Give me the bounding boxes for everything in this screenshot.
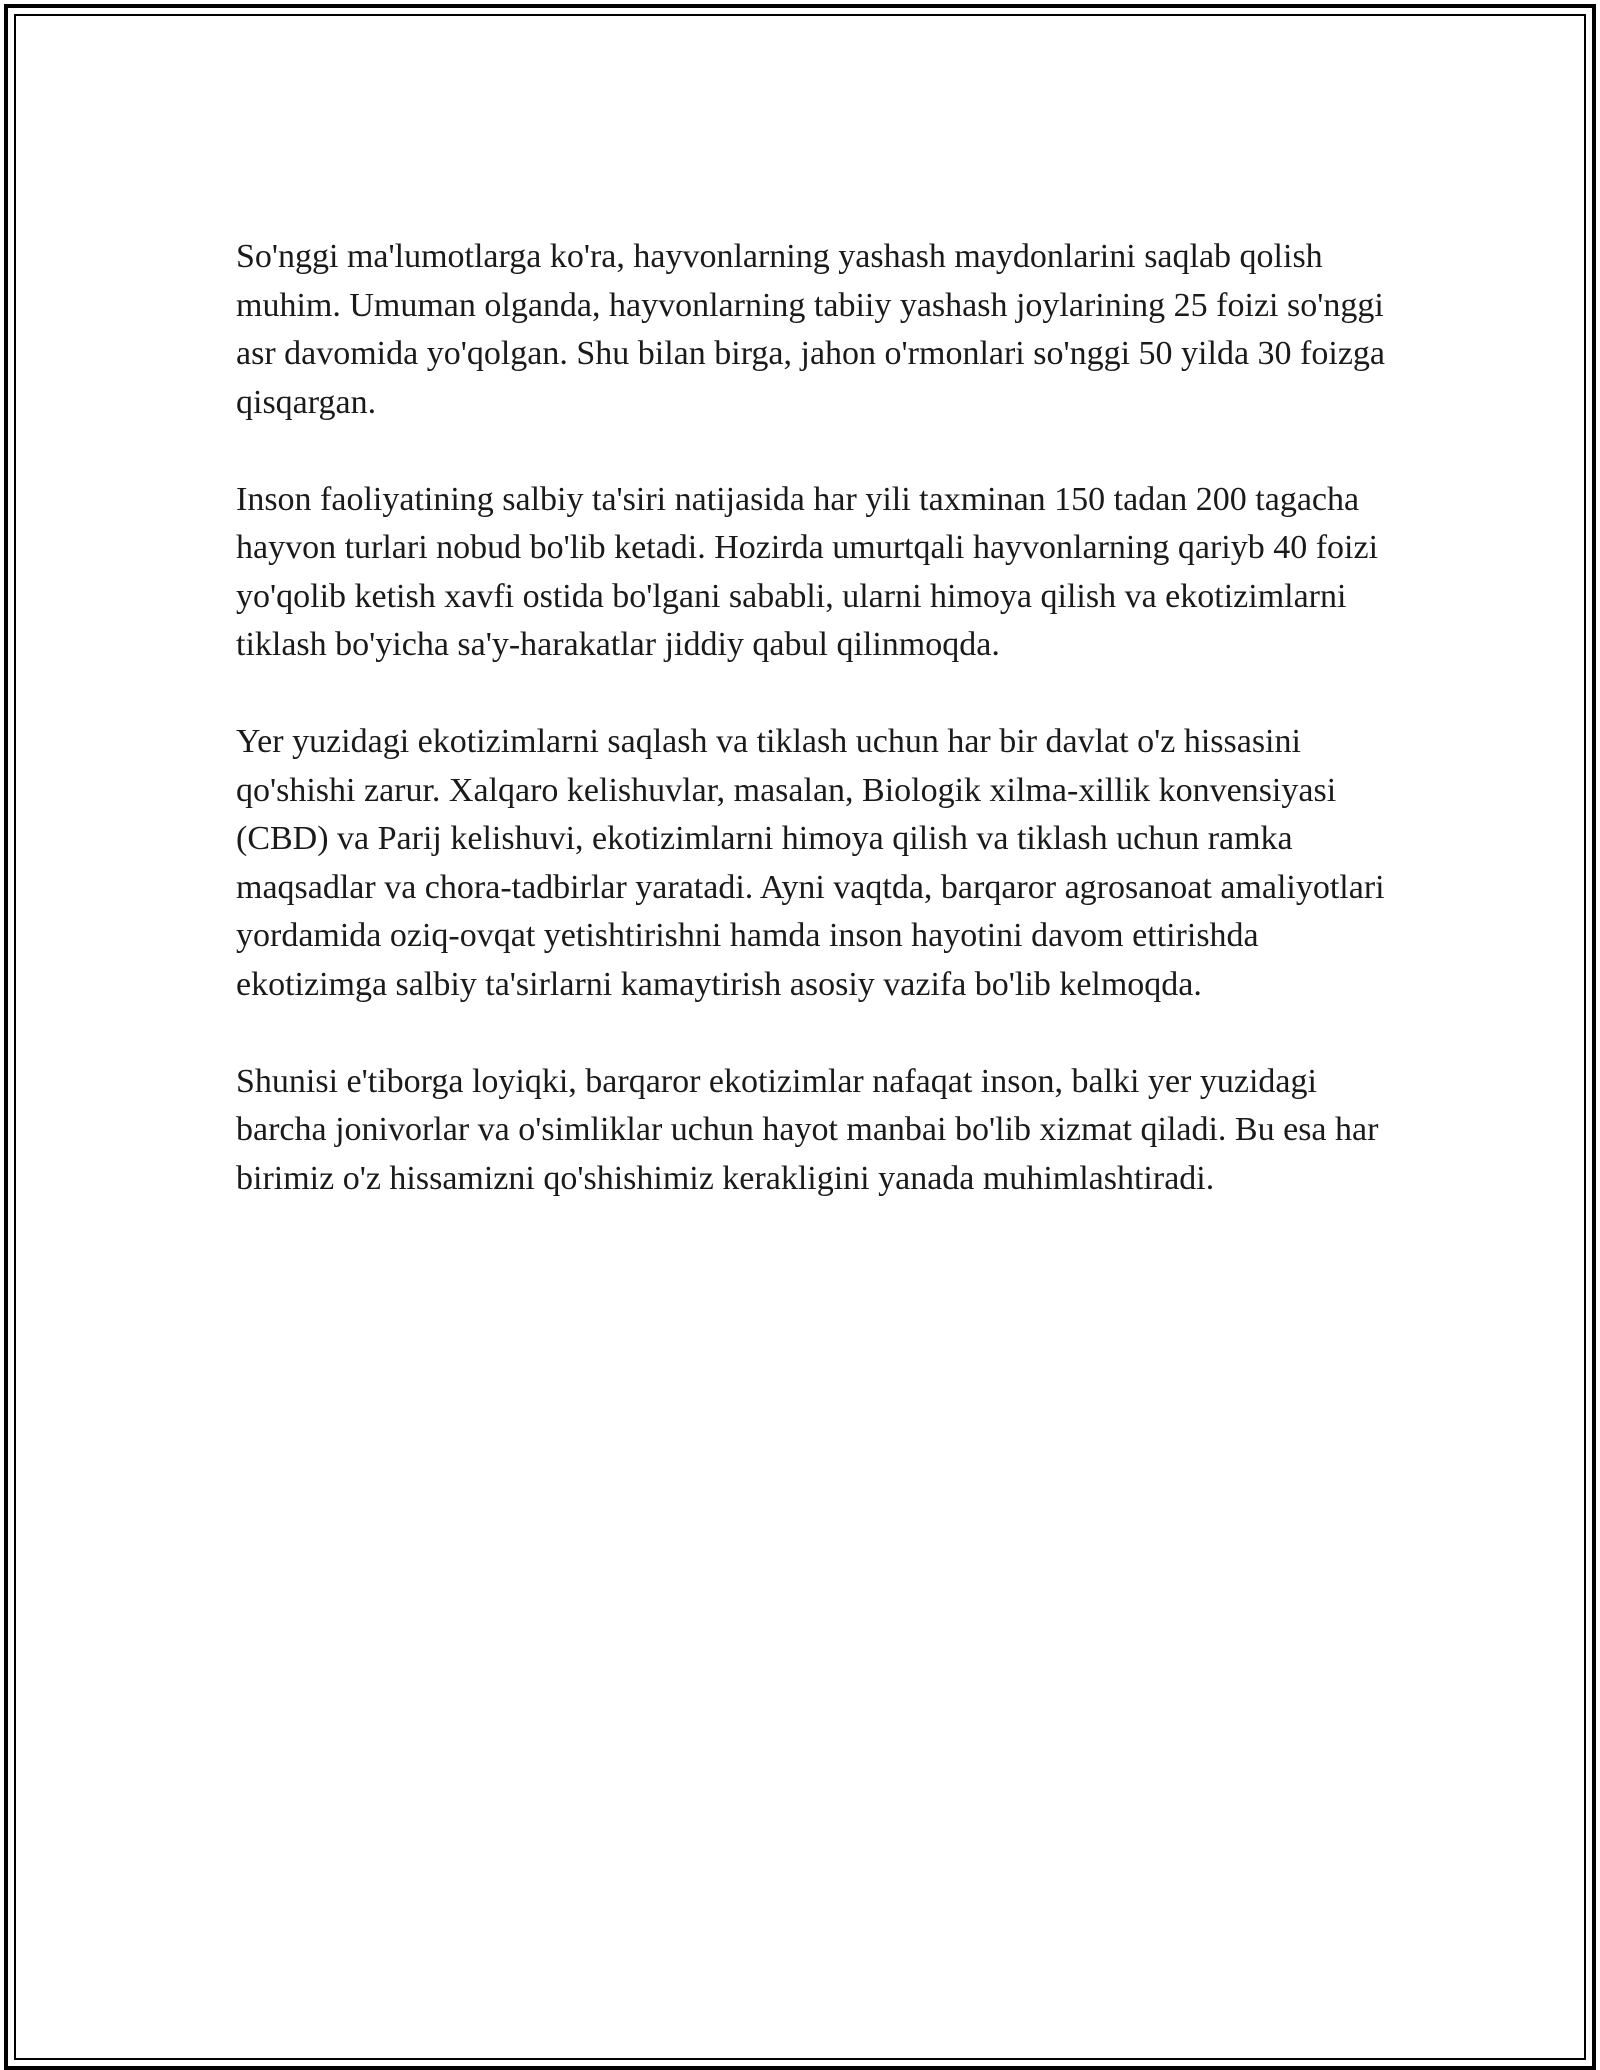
paragraph-4: Shunisi e'tiborga loyiqki, barqaror ekotizimlar nafaqat inson, balki yer yuzidagi barcha jonivorlar va o'simliklar uchun hayot manbai bo'lib xizmat qiladi. Bu esa har birimiz o'z hissamizni qo'shishimiz kerakligini yanada muhimlashtiradi.	[236, 1062, 1379, 1197]
paragraph-1: So'nggi ma'lumotlarga ko'ra, hayvonlarning yashash maydonlarini saqlab qolish muhim. Umuman olganda, hayvonlarning tabiiy yashash joylarining 25 foizi so'nggi asr davomida yo'qolgan. Shu bilan birga, jahon o'rmonlari so'nggi 50 yilda 30 foizga qisqargan.	[236, 238, 1385, 421]
paragraph-2: Inson faoliyatining salbiy ta'siri natijasida har yili taxminan 150 tadan 200 tagacha hayvon turlari nobud bo'lib ketadi. Hozirda umurtqali hayvonlarning qariyb 40 foizi yo'qolib ketish xavfi ostida bo'lgani sababli, ularni himoya qilish va ekotizimlarni tiklash bo'yicha sa'y-harakatlar jiddiy qabul qilinmoqda.	[236, 480, 1379, 663]
document-body	[236, 233, 1386, 1252]
paragraph-3: Yer yuzidagi ekotizimlarni saqlash va tiklash uchun har bir davlat o'z hissasini qo'shishi zarur. Xalqaro kelishuvlar, masalan, Biologik xilma-xillik konvensiyasi (CBD) va Parij kelishuvi, ekotizimlarni himoya qilish va tiklash uchun ramka maqsadlar va chora-tadbirlar yaratadi. Ayni vaqtda, barqaror agrosanoat amaliyotlari yordamida oziq-ovqat yetishtirishni hamda inson hayotini davom ettirishda ekotizimga salbiy ta'sirlarni kamaytirish asosiy vazifa bo'lib kelmoqda.	[236, 723, 1385, 1003]
